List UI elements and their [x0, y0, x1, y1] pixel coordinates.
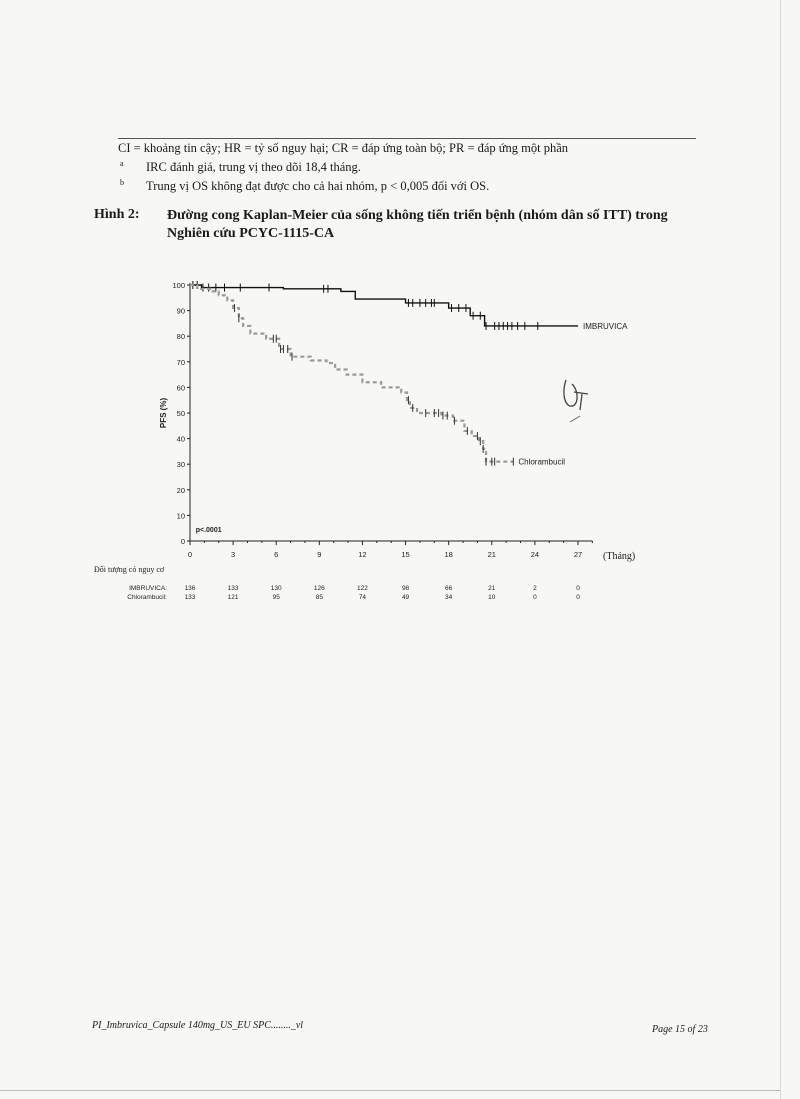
p-value-annotation: p<.0001: [195, 527, 222, 535]
series-label-1: Chlorambucil: [518, 457, 566, 467]
risk-table-title: Đối tượng có nguy cơ: [94, 565, 165, 574]
risk-value-0-8: 2: [533, 585, 537, 592]
page-right-edge: [780, 0, 781, 1099]
footnote-a-mark: a: [120, 159, 124, 168]
risk-value-0-5: 98: [401, 585, 410, 592]
y-tick-label-0: 0: [180, 537, 185, 546]
x-tick-label-0: 0: [187, 550, 193, 559]
risk-value-1-3: 85: [315, 594, 323, 601]
x-tick-label-18: 18: [444, 550, 453, 559]
y-tick-label-20: 20: [176, 485, 185, 495]
x-tick-label-12: 12: [358, 550, 367, 559]
x-tick-label-15: 15: [401, 550, 410, 559]
chart-labels: [94, 281, 635, 601]
figure-title: Đường cong Kaplan-Meier của sống không tiến triển bệnh (nhóm dân số ITT) trong Nghiên cứu PCYC-1115-CA: [167, 208, 668, 241]
y-tick-label-60: 60: [176, 383, 185, 393]
chart-series: [190, 281, 578, 466]
y-tick-label-80: 80: [176, 332, 185, 342]
risk-value-0-3: 126: [313, 585, 325, 592]
risk-value-0-9: 0: [576, 585, 580, 592]
x-tick-label-9: 9: [317, 550, 322, 559]
footnote-b-mark: b: [120, 178, 124, 188]
footer-page-number: Page 15 of 23: [652, 1024, 708, 1035]
footnote-a-text: IRC đánh giá, trung vị theo dõi 18,4 tháng.: [146, 160, 361, 175]
risk-value-1-8: 0: [533, 594, 537, 601]
risk-value-0-6: 66: [445, 585, 453, 592]
y-tick-label-50: 50: [176, 409, 185, 418]
y-tick-label-40: 40: [176, 434, 185, 444]
chart-axes: [187, 283, 592, 545]
x-axis-label: (Tháng): [603, 551, 636, 562]
risk-value-0-4: 122: [357, 585, 368, 592]
y-tick-label-100: 100: [172, 281, 185, 290]
footnote-b-text: Trung vị OS không đạt được cho cả hai nhóm, p < 0,005 đối với OS.: [146, 179, 490, 194]
x-tick-label-6: 6: [274, 550, 279, 559]
km-curve-1: [190, 285, 513, 462]
handwritten-initials: [556, 372, 596, 432]
risk-value-1-5: 49: [401, 594, 410, 601]
risk-row-label-0: IMBRUVICA:: [129, 585, 167, 592]
risk-value-0-0: 136: [184, 585, 196, 592]
risk-value-0-2: 130: [270, 585, 282, 592]
risk-value-1-2: 95: [272, 594, 280, 601]
risk-value-1-7: 10: [488, 594, 496, 601]
risk-value-0-7: 21: [488, 585, 496, 592]
series-label-0: IMBRUVICA: [583, 321, 628, 331]
km-curve-0: [190, 285, 578, 326]
x-tick-label-21: 21: [487, 550, 496, 559]
y-axis-label: PFS (%): [159, 397, 168, 429]
risk-row-label-1: Chlorambucil:: [127, 594, 167, 601]
risk-value-0-1: 133: [227, 585, 239, 592]
risk-value-1-1: 121: [227, 594, 239, 601]
x-tick-label-27: 27: [573, 550, 583, 559]
risk-value-1-6: 34: [445, 594, 453, 601]
y-tick-label-90: 90: [176, 306, 185, 316]
y-tick-label-10: 10: [176, 511, 185, 521]
footer-document-id: PI_Imbruvica_Capsule 140mg_US_EU SPC........_vl: [92, 1020, 304, 1031]
figure-label: Hình 2:: [94, 207, 140, 222]
y-tick-label-30: 30: [176, 460, 185, 470]
page-edge: [0, 1090, 780, 1091]
risk-value-1-0: 133: [184, 594, 196, 601]
x-tick-label-24: 24: [530, 550, 540, 559]
x-tick-label-3: 3: [231, 550, 236, 559]
y-tick-label-70: 70: [176, 357, 185, 367]
risk-value-1-4: 74: [358, 594, 367, 601]
risk-value-1-9: 0: [576, 594, 580, 601]
footnote-abbreviations: CI = khoảng tin cậy; HR = tỷ số nguy hại; CR = đáp ứng toàn bộ; PR = đáp ứng một phần: [118, 141, 569, 155]
